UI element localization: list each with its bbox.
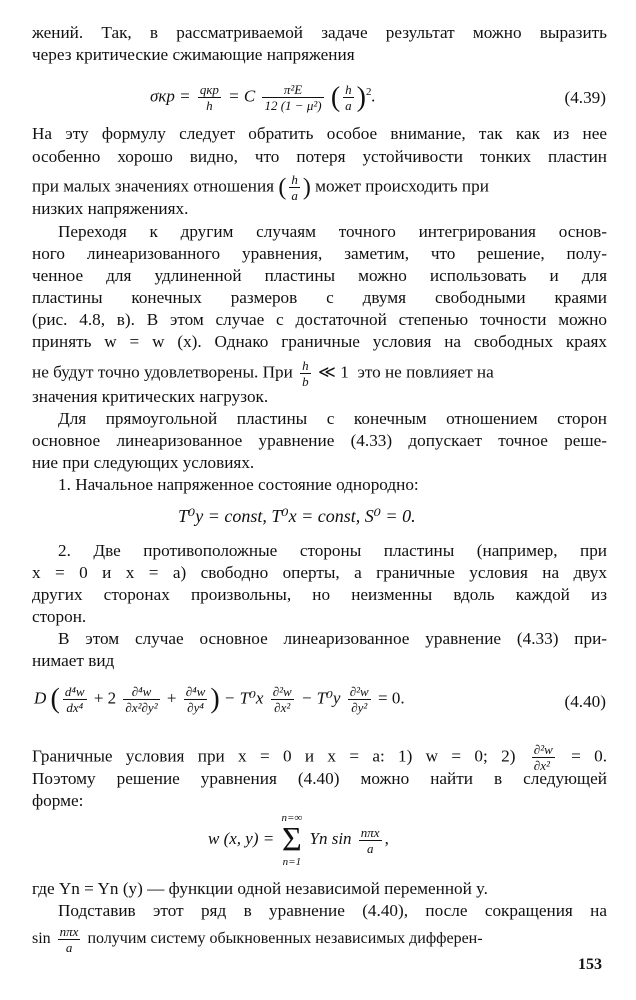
text-line: не будут точно удовлетворены. При $\frac{h}{b}$ ≪ 1 это не повлияет на bbox=[32, 358, 494, 389]
eq-const: = C bbox=[228, 86, 256, 106]
text-line: В этом случае основное линеаризованное уравнение (4.33) при- bbox=[58, 629, 607, 648]
text-line: На эту формулу следует обратить особое внимание, так как из нее bbox=[32, 124, 607, 143]
fraction: $\frac{h}{a}$ bbox=[345, 82, 352, 114]
text-line: x = 0 и x = a) свободно оперты, а граничные условия на двух bbox=[32, 563, 607, 582]
text-line: через критические сжимающие напряжения bbox=[32, 45, 355, 64]
fraction: $\frac{\text{nπx}}{a}$ bbox=[59, 924, 79, 955]
fraction: $\frac{h}{a}$ bbox=[291, 172, 298, 203]
equation-number: (4.39) bbox=[564, 88, 606, 107]
text-line: ного линеаризованного уравнения, заметим, что решение, полу- bbox=[32, 244, 607, 263]
fraction: $\frac{\text{∂²w}}{\text{∂x²}}$ bbox=[533, 742, 553, 773]
text-line: ченное для удлиненной пластины можно использовать и для bbox=[32, 266, 607, 285]
text-line: форме: bbox=[32, 791, 84, 810]
fraction: $\frac{\text{∂⁴w}}{\text{∂y⁴}}$ bbox=[185, 684, 206, 715]
text-line: Поэтому решение уравнения (4.40) можно найти в следующей bbox=[32, 769, 607, 788]
equation-number: (4.40) bbox=[564, 692, 606, 711]
text-line: Граничные условия при x = 0 и x = a: 1) w = 0; 2) $\frac{\text{∂²w}}{\text{∂x²}}$ = 0. bbox=[32, 742, 607, 773]
text-line: sin $\frac{\text{nπx}}{a}$ получим систему обыкновенных независимых дифферен- bbox=[32, 924, 483, 955]
equation-initial-state: T⁰y = const, T⁰x = const, S⁰ = 0. bbox=[178, 506, 416, 526]
equation-4-39: σкр = $\frac{\text{qкр}}{h}$ = C $\frac{\text{π²E}}{\text{12 (1 − μ²)}}$ ( $\frac{h}{a}$ )$^2$. bbox=[150, 81, 376, 114]
fraction: $\frac{h}{b}$ bbox=[302, 358, 309, 389]
text-line: 1. Начальное напряженное состояние однородно: bbox=[58, 475, 419, 494]
text-line: Подставив этот ряд в уравнение (4.40), после сокращения на bbox=[58, 901, 607, 920]
text-line: при малых значениях отношения ( $\frac{h}{a}$ ) может происходить при bbox=[32, 172, 489, 203]
fraction: $\frac{\text{∂²w}}{\text{∂x²}}$ bbox=[272, 684, 292, 715]
text-line: Переходя к другим случаям точного интегрирования основ- bbox=[58, 222, 607, 241]
fraction: $\frac{\text{∂⁴w}}{\text{∂x²∂y²}}$ bbox=[125, 684, 158, 715]
text-line: значения критических нагрузок. bbox=[32, 387, 269, 406]
text-line: других сторонах произвольны, но неизменны вдоль каждой из bbox=[32, 585, 607, 604]
sum-sign: n=∞ Σ n=1 bbox=[281, 812, 303, 868]
text-line: (рис. 4.8, в). В этом случае с достаточной степенью точности можно bbox=[32, 310, 607, 329]
fraction: $\frac{\text{qкр}}{h}$ bbox=[199, 82, 219, 114]
fraction: $\frac{\text{d⁴w}}{\text{dx⁴}}$ bbox=[64, 684, 85, 715]
eq-lhs: σкр = bbox=[150, 86, 191, 106]
page-number: 153 bbox=[578, 956, 602, 973]
text-line: основное линеаризованное уравнение (4.33) допускает точное реше- bbox=[32, 431, 607, 450]
text-line: низких напряжениях. bbox=[32, 199, 189, 218]
fraction: $\frac{\text{∂²w}}{\text{∂y²}}$ bbox=[349, 684, 369, 715]
text-line: 2. Две противоположные стороны пластины (например, при bbox=[58, 541, 607, 560]
fraction: $\frac{\text{π²E}}{\text{12 (1 − μ²)}}$ bbox=[264, 82, 322, 114]
text-line: пластины конечных размеров с двумя свободными краями bbox=[32, 288, 607, 307]
equation-series: w (x, y) = n=∞ Σ n=1 Yn sin $\frac{\text{nπx}}{a}$ , bbox=[208, 812, 389, 868]
fraction: $\frac{\text{nπx}}{a}$ bbox=[360, 824, 380, 856]
text-line: Для прямоугольной пластины с конечным отношением сторон bbox=[58, 409, 607, 428]
text-line: ние при следующих условиях. bbox=[32, 453, 255, 472]
equation-4-40: D ( $\frac{\text{d⁴w}}{\text{dx⁴}}$ + 2 $\frac{\text{∂⁴w}}{\text{∂x²∂y²}}$ + $\frac{\text{∂⁴w}}{\text{∂y⁴}}$ ) − T⁰x $\frac{\text{∂²w}}{\text{∂x²}}$ − T⁰y $\frac{\text{∂²w}}{\text{∂y²}}$ = 0. bbox=[34, 683, 405, 715]
text-line: жений. Так, в рассматриваемой задаче результат можно выразить bbox=[32, 23, 607, 42]
text-line: особенно хорошо видно, что потеря устойчивости тонких пластин bbox=[32, 147, 607, 166]
text-line: сторон. bbox=[32, 607, 87, 626]
text-line: принять w = w (x). Однако граничные условия на свободных краях bbox=[32, 332, 607, 351]
text-line: где Yn = Yn (y) — функции одной независимой переменной y. bbox=[32, 879, 488, 898]
text-line: нимает вид bbox=[32, 651, 115, 670]
